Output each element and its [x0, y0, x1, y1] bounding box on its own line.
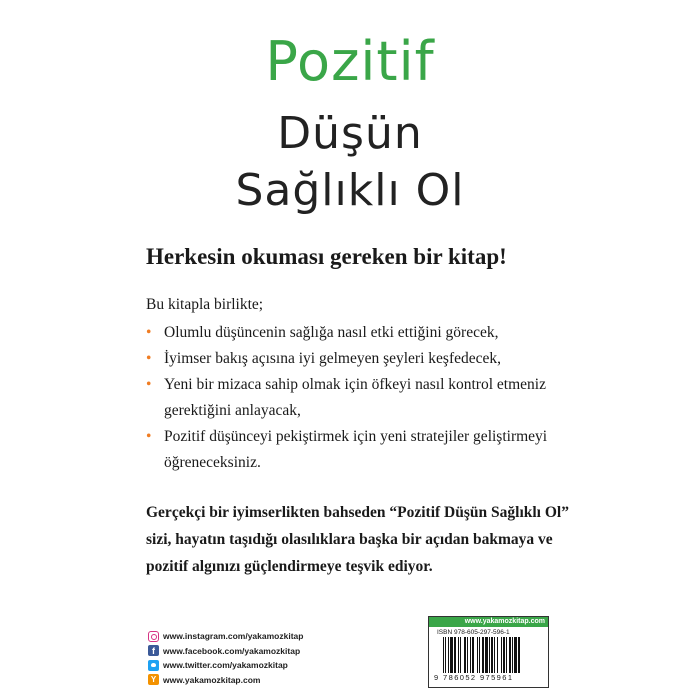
bullet-item: • Yeni bir mizaca sahip olmak için öfkeyi nasıl kontrol etmeniz gerektiğini anlayacak,	[146, 372, 566, 424]
bullet-item: • Pozitif düşünceyi pekiştirmek için yeni stratejiler geliştirmeyi öğreneceksiniz.	[146, 424, 566, 476]
social-row-twitter[interactable]	[148, 658, 303, 673]
facebook-link[interactable]: www.facebook.com/yakamozkitap	[163, 645, 301, 656]
twitter-icon	[148, 660, 159, 671]
isbn-text: ISBN 978-605-297-596-1	[437, 629, 510, 636]
website-link[interactable]: www.yakamozkitap.com	[163, 674, 261, 685]
barcode-bar	[520, 637, 521, 673]
barcode-number: 9 786052 975961	[434, 673, 514, 682]
social-row-instagram[interactable]	[148, 629, 303, 644]
barcode-box	[428, 616, 549, 688]
instagram-icon	[148, 631, 159, 642]
intro-text: Bu kitapla birlikte;	[146, 296, 264, 313]
yakamoz-logo-icon: Y	[148, 674, 159, 685]
bullet-item: • Olumlu düşüncenin sağlığa nasıl etki ettiğini görecek,	[146, 320, 566, 346]
social-row-website[interactable]	[148, 673, 303, 688]
title-line-1: Pozitif	[265, 30, 435, 93]
closing-paragraph: Gerçekçi bir iyimserlikten bahseden “Pozitif Düşün Sağlıklı Ol” sizi, hayatın taşıdığı olasılıklara başka bir açıdan bakmaya ve pozitif algınızı güçlendirmeye teşvik ediyor.	[146, 504, 569, 575]
social-links	[148, 629, 303, 687]
barcode-bars	[443, 637, 543, 673]
title-line-3: Sağlıklı Ol	[235, 165, 465, 216]
facebook-icon: f	[148, 645, 159, 656]
bullet-item: • İyimser bakış açısına iyi gelmeyen şeyleri keşfedecek,	[146, 346, 566, 372]
bullet-list	[146, 320, 566, 476]
twitter-link[interactable]: www.twitter.com/yakamozkitap	[163, 660, 288, 671]
instagram-link[interactable]: www.instagram.com/yakamozkitap	[163, 631, 304, 642]
headline: Herkesin okuması gereken bir kitap!	[146, 244, 507, 269]
social-row-facebook[interactable]	[148, 644, 303, 659]
barcode-website: www.yakamozkitap.com	[429, 617, 548, 627]
title-line-2: Düşün	[277, 108, 423, 159]
